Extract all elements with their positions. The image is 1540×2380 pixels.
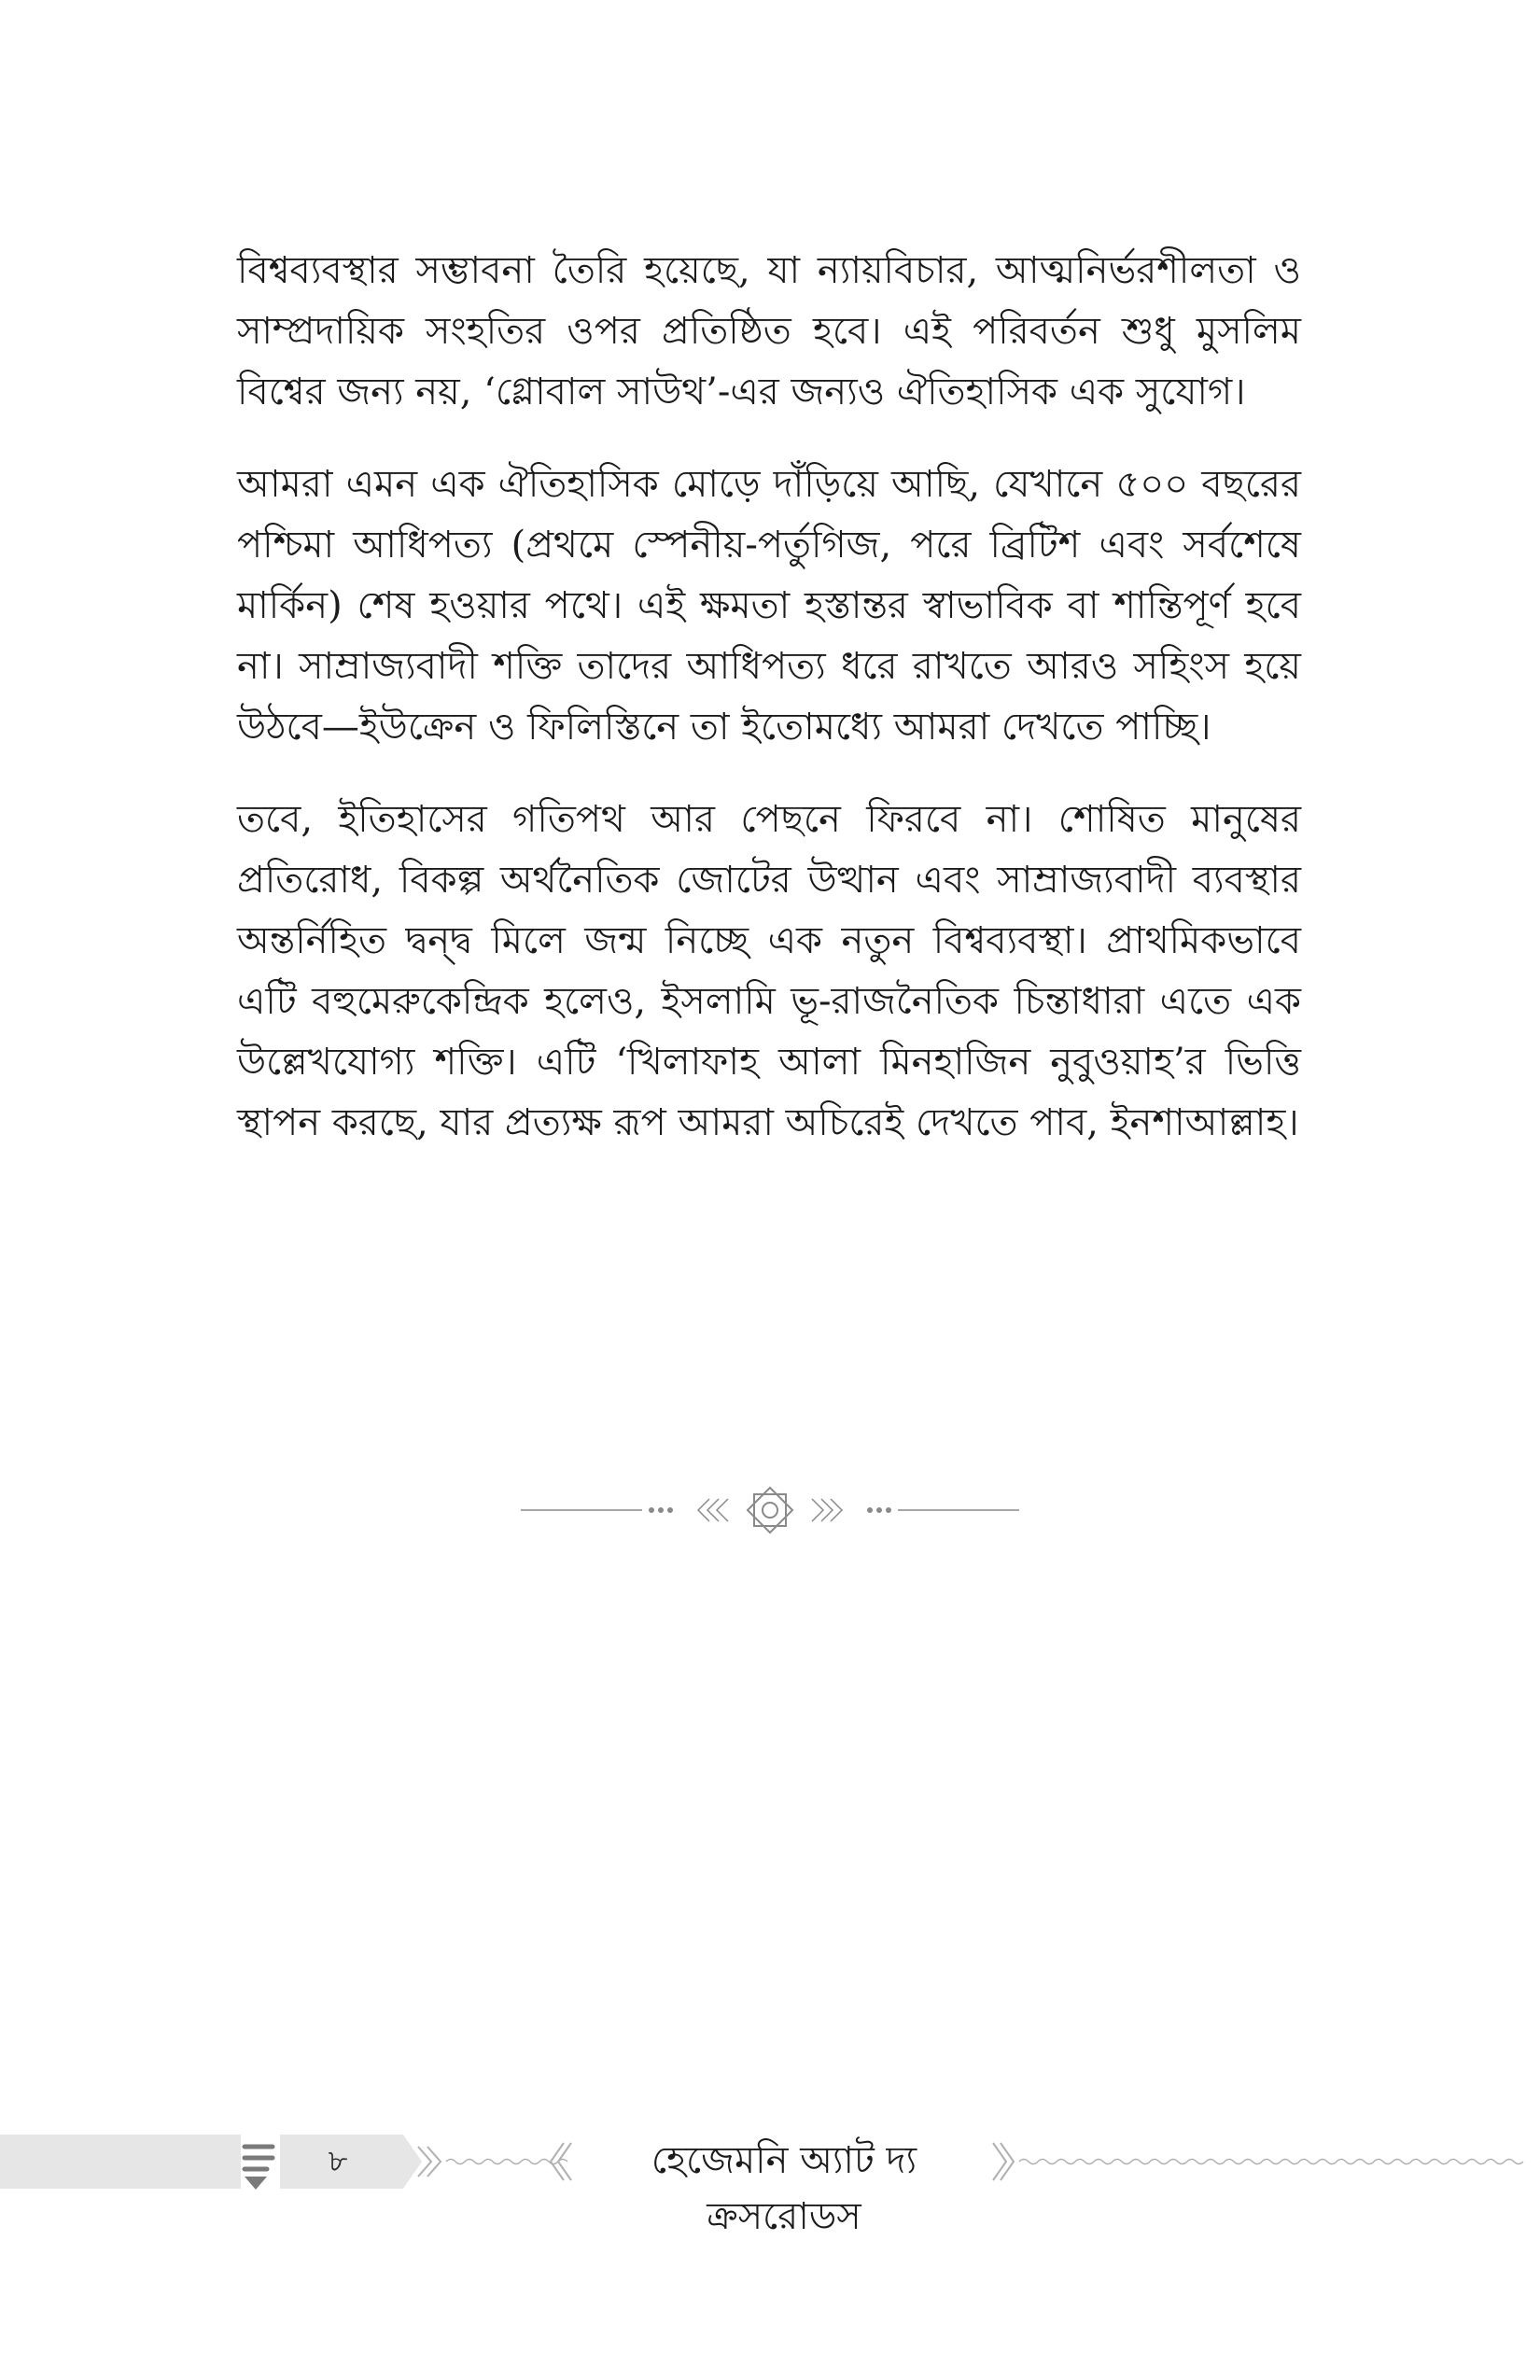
chevrons-right-icon xyxy=(812,1499,842,1521)
page-body xyxy=(237,241,1301,1185)
section-divider xyxy=(521,1482,1019,1538)
dots-ornament xyxy=(649,1507,891,1513)
paragraph-3: তবে, ইতিহাসের গতিপথ আর পেছনে ফিরবে না। শোষিত মানুষের প্রতিরোধ, বিকল্প অর্থনৈতিক জোটের উত্থান এবং সাম্রাজ্যবাদী ব্যবস্থার অন্তর্নিহিত দ্বন্দ্ব মিলে জন্ম নিচ্ছে এক নতুন বিশ্বব্যবস্থা। প্রাথমিকভাবে এটি বহুমেরুকেন্দ্রিক হলেও, ইসলামি ভূ-রাজনৈতিক চিন্তাধারা এতে এক উল্লেখযোগ্য শক্তি। এটি ‘খিলাফাহ আলা মিনহাজিন নুবুওয়াহ’র ভিত্তি স্থাপন করছে, যার প্রত্যক্ষ রূপ আমরা অচিরেই দেখতে পাব, ইনশাআল্লাহ। xyxy=(237,798,1301,1144)
page-number: ৮ xyxy=(328,2143,348,2178)
star-ornament-icon xyxy=(748,1488,792,1533)
paragraph-1: বিশ্বব্যবস্থার সম্ভাবনা তৈরি হয়েছে, যা ন্যায়বিচার, আত্মনির্ভরশীলতা ও সাম্প্রদায়িক সংহতির ওপর প্রতিষ্ঠিত হবে। এই পরিবর্তন শুধু মুসলিম বিশ্বের জন্য নয়, ‘গ্লোবাল সাউথ’-এর জন্যও ঐতিহাসিক এক সুযোগ। xyxy=(237,249,1301,413)
chevrons-left-icon xyxy=(698,1499,728,1521)
paragraph-2: আমরা এমন এক ঐতিহাসিক মোড়ে দাঁড়িয়ে আছি, যেখানে ৫০০ বছরের পশ্চিমা আধিপত্য (প্রথমে স্পেনীয়-পর্তুগিজ, পরে ব্রিটিশ এবং সর্বশেষে মার্কিন) শেষ হওয়ার পথে। এই ক্ষমতা হস্তান্তর স্বাভাবিক বা শান্তিপূর্ণ হবে না। সাম্রাজ্যবাদী শক্তি তাদের আধিপত্য ধরে রাখতে আরও সহিংস হয়ে উঠবে—ইউক্রেন ও ফিলিস্তিনে তা ইতোমধ্যে আমরা দেখতে পাচ্ছি। xyxy=(237,463,1301,749)
footer-wave-left xyxy=(446,2160,567,2164)
book-title: হেজেমনি অ্যাট দ্য ক্রসরোডস xyxy=(651,2139,917,2238)
arrow-down-lines-icon xyxy=(245,2147,273,2169)
footer-wave-right xyxy=(1019,2160,1523,2164)
